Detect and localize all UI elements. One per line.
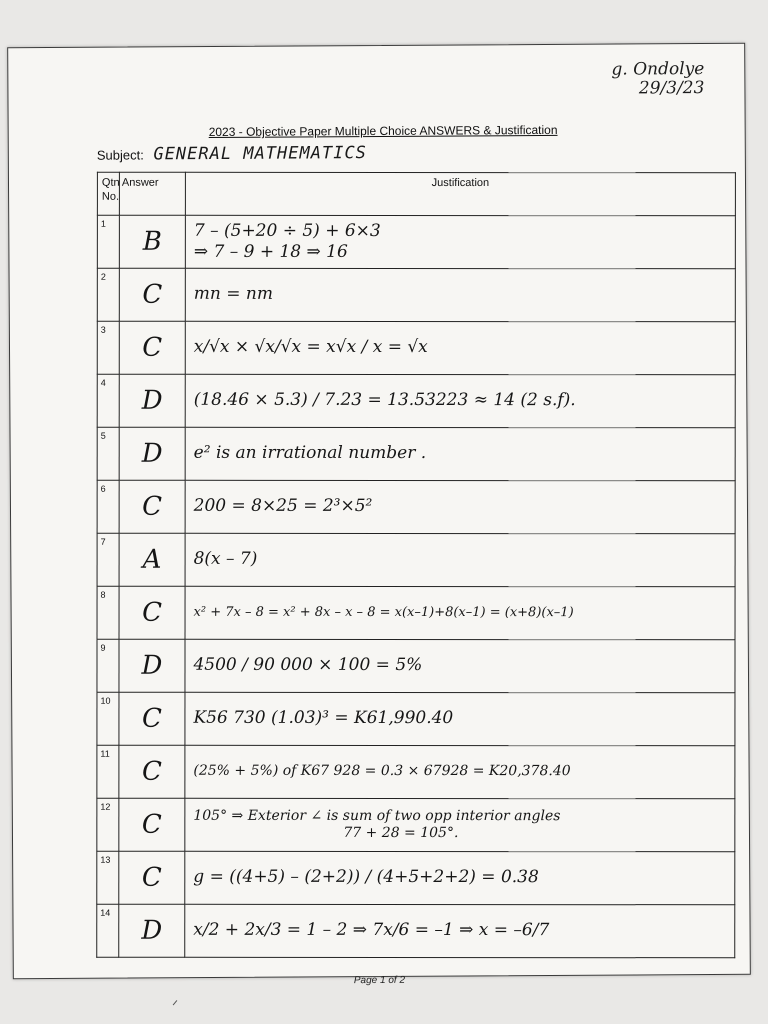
signature-date: 29/3/23 xyxy=(638,77,705,99)
table-row xyxy=(97,321,735,375)
table-row xyxy=(97,480,735,534)
justification-line: g = ((4+5) – (2+2)) / (4+5+2+2) = 0.38 xyxy=(193,867,539,888)
subject-value: GENERAL MATHEMATICS xyxy=(153,143,367,165)
answer-letter: C xyxy=(119,321,185,374)
subject-line xyxy=(97,143,367,165)
answer-letter: D xyxy=(119,427,185,480)
answer-letter: C xyxy=(119,268,185,321)
table-row xyxy=(97,851,735,905)
table-row xyxy=(97,798,735,852)
header-qtn-no: Qtn No. xyxy=(97,172,119,215)
table-row xyxy=(97,427,735,481)
justification-cell xyxy=(185,745,735,798)
justification-line: 7 – (5+20 ÷ 5) + 6×3 xyxy=(193,220,381,241)
question-number: 8 xyxy=(97,586,119,639)
table-row xyxy=(97,374,735,428)
answer-letter: D xyxy=(119,639,185,692)
answer-letter: A xyxy=(119,533,185,586)
table-row xyxy=(97,586,735,640)
answer-letter: C xyxy=(119,745,185,798)
table-header-row xyxy=(97,172,735,216)
justification-cell xyxy=(185,798,735,851)
justification-line: x/2 + 2x/3 = 1 – 2 ⇒ 7x/6 = –1 ⇒ x = –6/7 xyxy=(193,920,550,941)
justification-line: x/√x × √x/√x = x√x / x = √x xyxy=(193,337,428,358)
justification-cell xyxy=(185,427,735,480)
page-title: 2023 - Objective Paper Multiple Choice ANSWERS & Justification xyxy=(208,122,558,140)
justification-cell xyxy=(185,480,735,533)
table-row xyxy=(97,215,735,269)
answer-rows xyxy=(97,215,736,958)
justification-cell xyxy=(185,374,735,427)
justification-line: 4500 / 90 000 × 100 = 5% xyxy=(193,655,423,676)
justification-cell xyxy=(185,215,735,268)
justification-line: (18.46 × 5.3) / 7.23 = 13.53223 ≈ 14 (2 s.f). xyxy=(193,390,576,411)
answer-letter: D xyxy=(119,374,185,427)
table-row xyxy=(97,533,735,587)
question-number: 1 xyxy=(97,215,119,268)
answers-table xyxy=(96,172,736,959)
justification-line: 77 + 28 = 105°. xyxy=(343,824,459,842)
justification-cell xyxy=(185,533,735,586)
answer-letter: D xyxy=(119,904,185,957)
question-number: 3 xyxy=(97,321,119,374)
answer-letter: C xyxy=(119,798,185,851)
answer-letter: C xyxy=(119,586,185,639)
answer-sheet xyxy=(7,43,751,987)
table-row xyxy=(97,745,735,799)
question-number: 5 xyxy=(97,427,119,480)
question-number: 6 xyxy=(97,480,119,533)
justification-line: mn = nm xyxy=(193,284,274,305)
justification-cell xyxy=(185,851,735,904)
table-row xyxy=(97,692,735,746)
question-number: 2 xyxy=(97,268,119,321)
answer-letter: C xyxy=(119,692,185,745)
justification-line: ⇒ 7 – 9 + 18 ⇒ 16 xyxy=(193,241,348,262)
justification-cell xyxy=(185,639,735,692)
header-justification: Justification xyxy=(185,172,735,215)
justification-line: x² + 7x – 8 = x² + 8x – x – 8 = x(x–1)+8(x–1) = (x+8)(x–1) xyxy=(193,604,574,621)
answer-letter: C xyxy=(119,480,185,533)
question-number: 12 xyxy=(97,798,119,851)
justification-cell xyxy=(185,692,735,745)
justification-line: 105° ⇒ Exterior ∠ is sum of two opp interior angles xyxy=(193,807,561,824)
justification-cell xyxy=(185,586,735,639)
justification-cell xyxy=(185,904,735,957)
justification-line: e² is an irrational number . xyxy=(193,443,427,464)
signature-name: g. Ondolye xyxy=(611,59,705,80)
pen-mark xyxy=(173,1000,178,1005)
answer-letter: B xyxy=(119,215,185,268)
justification-cell xyxy=(185,268,735,321)
question-number: 14 xyxy=(97,904,119,957)
question-number: 4 xyxy=(97,374,119,427)
question-number: 11 xyxy=(97,745,119,798)
justification-cell xyxy=(185,321,735,374)
header-answer: Answer xyxy=(119,172,185,215)
justification-line: 200 = 8×25 = 2³×5² xyxy=(193,496,373,517)
signature xyxy=(611,60,704,98)
table-row xyxy=(97,639,735,693)
question-number: 13 xyxy=(97,851,119,904)
justification-line: 8(x – 7) xyxy=(193,549,258,570)
table-row xyxy=(97,904,735,958)
justification-line: K56 730 (1.03)³ = K61,990.40 xyxy=(193,708,454,729)
question-number: 7 xyxy=(97,533,119,586)
table-row xyxy=(97,268,735,322)
justification-line: (25% + 5%) of K67 928 = 0.3 × 67928 = K20,378.40 xyxy=(193,763,571,780)
question-number: 9 xyxy=(97,639,119,692)
question-number: 10 xyxy=(97,692,119,745)
subject-label: Subject: xyxy=(96,147,144,163)
page-number: Page 1 of 2 xyxy=(353,974,406,987)
answer-letter: C xyxy=(119,851,185,904)
